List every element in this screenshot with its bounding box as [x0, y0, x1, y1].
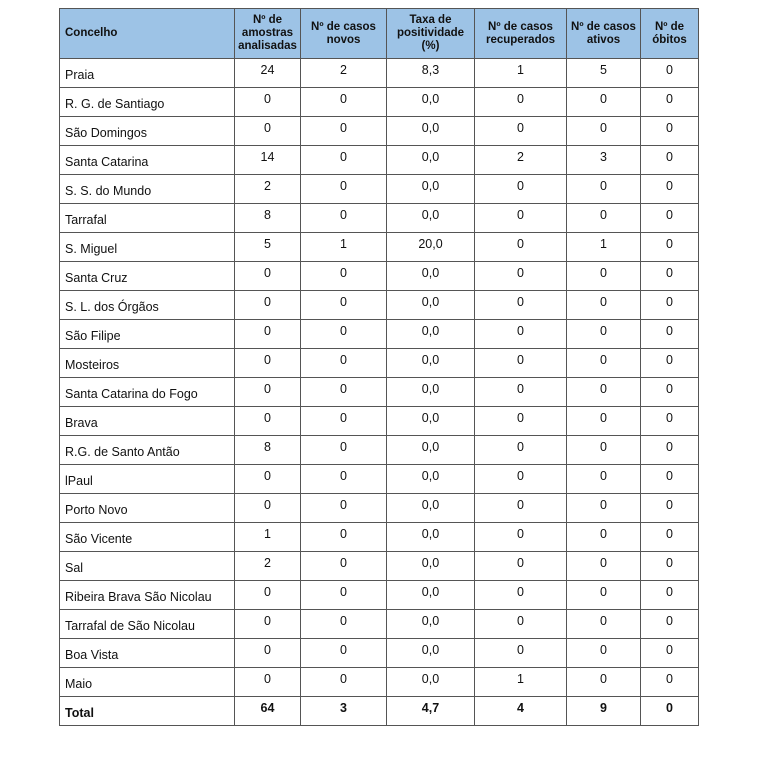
value-cell: 0,0 — [387, 262, 475, 291]
value-cell: 0 — [567, 262, 641, 291]
value-cell: 0 — [641, 668, 699, 697]
value-cell: 0,0 — [387, 407, 475, 436]
value-cell: 0 — [301, 407, 387, 436]
value-cell: 24 — [235, 59, 301, 88]
value-cell: 0,0 — [387, 320, 475, 349]
value-cell: 0 — [235, 88, 301, 117]
value-cell: 0 — [641, 204, 699, 233]
value-cell: 0 — [641, 436, 699, 465]
table-row — [60, 610, 699, 639]
table-row — [60, 146, 699, 175]
value-cell: 0,0 — [387, 146, 475, 175]
value-cell: 0 — [641, 378, 699, 407]
municipality-cell: São Vicente — [60, 523, 235, 552]
value-cell: 0 — [641, 88, 699, 117]
value-cell: 0 — [301, 552, 387, 581]
value-cell: 0,0 — [387, 639, 475, 668]
value-cell: 2 — [475, 146, 567, 175]
table-row — [60, 465, 699, 494]
table-row — [60, 291, 699, 320]
value-cell: 0,0 — [387, 552, 475, 581]
municipality-cell: Sal — [60, 552, 235, 581]
municipality-cell: Praia — [60, 59, 235, 88]
value-cell: 0 — [475, 233, 567, 262]
value-cell: 1 — [475, 668, 567, 697]
value-cell: 64 — [235, 697, 301, 726]
value-cell: 0 — [475, 639, 567, 668]
table-row — [60, 233, 699, 262]
value-cell: 0 — [235, 349, 301, 378]
value-cell: 0 — [475, 175, 567, 204]
municipality-cell: lPaul — [60, 465, 235, 494]
municipality-cell: Ribeira Brava São Nicolau — [60, 581, 235, 610]
value-cell: 1 — [235, 523, 301, 552]
municipality-cell: São Filipe — [60, 320, 235, 349]
value-cell: 0 — [641, 610, 699, 639]
table-row — [60, 204, 699, 233]
value-cell: 0 — [641, 262, 699, 291]
value-cell: 0 — [301, 436, 387, 465]
value-cell: 0,0 — [387, 175, 475, 204]
value-cell: 0 — [641, 552, 699, 581]
table-row — [60, 407, 699, 436]
value-cell: 0 — [475, 610, 567, 639]
table-row — [60, 639, 699, 668]
value-cell: 0 — [567, 581, 641, 610]
value-cell: 0 — [475, 262, 567, 291]
value-cell: 2 — [235, 552, 301, 581]
value-cell: 0 — [235, 291, 301, 320]
value-cell: 20,0 — [387, 233, 475, 262]
value-cell: 0 — [235, 494, 301, 523]
value-cell: 0 — [475, 494, 567, 523]
table-row — [60, 552, 699, 581]
value-cell: 0 — [301, 175, 387, 204]
value-cell: 0 — [235, 320, 301, 349]
value-cell: 0 — [475, 320, 567, 349]
value-cell: 0 — [475, 436, 567, 465]
value-cell: 0 — [475, 204, 567, 233]
value-cell: 0 — [475, 581, 567, 610]
value-cell: 0 — [475, 88, 567, 117]
table-row — [60, 378, 699, 407]
value-cell: 0,0 — [387, 204, 475, 233]
value-cell: 0 — [567, 610, 641, 639]
value-cell: 0,0 — [387, 610, 475, 639]
value-cell: 0 — [235, 610, 301, 639]
municipality-cell: Brava — [60, 407, 235, 436]
value-cell: 0 — [301, 291, 387, 320]
value-cell: 0,0 — [387, 523, 475, 552]
value-cell: 0,0 — [387, 349, 475, 378]
table-row — [60, 523, 699, 552]
table-row — [60, 175, 699, 204]
value-cell: 0 — [475, 552, 567, 581]
value-cell: 0 — [301, 117, 387, 146]
value-cell: 0 — [301, 523, 387, 552]
table-row — [60, 494, 699, 523]
value-cell: 0 — [301, 494, 387, 523]
value-cell: 0 — [641, 407, 699, 436]
value-cell: 1 — [301, 233, 387, 262]
value-cell: 0 — [301, 378, 387, 407]
value-cell: 0 — [641, 117, 699, 146]
value-cell: 0 — [641, 581, 699, 610]
column-header: Nº de casos novos — [301, 9, 387, 59]
column-header: Nº de amostras analisadas — [235, 9, 301, 59]
value-cell: 0 — [301, 320, 387, 349]
table-row — [60, 117, 699, 146]
value-cell: 0 — [475, 378, 567, 407]
value-cell: 0 — [475, 349, 567, 378]
value-cell: 0,0 — [387, 465, 475, 494]
value-cell: 8 — [235, 204, 301, 233]
value-cell: 1 — [567, 233, 641, 262]
value-cell: 0,0 — [387, 494, 475, 523]
value-cell: 0 — [235, 465, 301, 494]
value-cell: 0,0 — [387, 378, 475, 407]
municipality-cell: Boa Vista — [60, 639, 235, 668]
value-cell: 1 — [475, 59, 567, 88]
value-cell: 0 — [567, 668, 641, 697]
value-cell: 0 — [641, 233, 699, 262]
municipality-cell: R. G. de Santiago — [60, 88, 235, 117]
value-cell: 0 — [641, 639, 699, 668]
table-row — [60, 262, 699, 291]
municipality-cell: S. S. do Mundo — [60, 175, 235, 204]
value-cell: 0 — [301, 204, 387, 233]
value-cell: 0 — [475, 117, 567, 146]
value-cell: 0 — [301, 610, 387, 639]
table-row — [60, 59, 699, 88]
value-cell: 0 — [641, 465, 699, 494]
value-cell: 3 — [567, 146, 641, 175]
value-cell: 0 — [641, 175, 699, 204]
value-cell: 0 — [567, 320, 641, 349]
value-cell: 0 — [567, 436, 641, 465]
value-cell: 0,0 — [387, 668, 475, 697]
value-cell: 0 — [641, 320, 699, 349]
value-cell: 5 — [235, 233, 301, 262]
municipality-cell: Mosteiros — [60, 349, 235, 378]
value-cell: 0 — [567, 465, 641, 494]
value-cell: 0 — [301, 668, 387, 697]
value-cell: 0 — [641, 523, 699, 552]
value-cell: 0 — [641, 697, 699, 726]
value-cell: 0 — [475, 523, 567, 552]
value-cell: 0 — [301, 262, 387, 291]
municipality-cell: Maio — [60, 668, 235, 697]
value-cell: 0 — [301, 465, 387, 494]
value-cell: 0 — [235, 668, 301, 697]
value-cell: 2 — [301, 59, 387, 88]
value-cell: 0 — [301, 639, 387, 668]
value-cell: 0 — [641, 291, 699, 320]
column-header: Taxa de positividade (%) — [387, 9, 475, 59]
value-cell: 0,0 — [387, 88, 475, 117]
value-cell: 0 — [235, 378, 301, 407]
municipality-cell: S. L. dos Órgãos — [60, 291, 235, 320]
table-row — [60, 668, 699, 697]
municipality-cell: Tarrafal — [60, 204, 235, 233]
value-cell: 0 — [235, 262, 301, 291]
value-cell: 0 — [567, 175, 641, 204]
value-cell: 0 — [567, 639, 641, 668]
value-cell: 0 — [567, 88, 641, 117]
value-cell: 5 — [567, 59, 641, 88]
value-cell: 0 — [301, 349, 387, 378]
value-cell: 0,0 — [387, 291, 475, 320]
table-row — [60, 436, 699, 465]
municipality-cell: S. Miguel — [60, 233, 235, 262]
value-cell: 3 — [301, 697, 387, 726]
covid-cases-table — [59, 8, 699, 726]
municipality-cell: Santa Catarina — [60, 146, 235, 175]
table-row — [60, 581, 699, 610]
value-cell: 0 — [567, 378, 641, 407]
value-cell: 0 — [475, 407, 567, 436]
column-header: Nº de óbitos — [641, 9, 699, 59]
municipality-cell: Santa Cruz — [60, 262, 235, 291]
value-cell: 0 — [301, 581, 387, 610]
value-cell: 0,0 — [387, 581, 475, 610]
value-cell: 0 — [235, 117, 301, 146]
value-cell: 8,3 — [387, 59, 475, 88]
municipality-cell: Porto Novo — [60, 494, 235, 523]
value-cell: 0 — [567, 494, 641, 523]
value-cell: 4,7 — [387, 697, 475, 726]
value-cell: 14 — [235, 146, 301, 175]
value-cell: 4 — [475, 697, 567, 726]
value-cell: 0 — [235, 407, 301, 436]
header-row — [60, 9, 699, 59]
value-cell: 0 — [641, 349, 699, 378]
value-cell: 2 — [235, 175, 301, 204]
municipality-cell: Total — [60, 697, 235, 726]
value-cell: 0 — [301, 88, 387, 117]
value-cell: 0 — [567, 117, 641, 146]
value-cell: 0 — [235, 581, 301, 610]
value-cell: 0 — [567, 204, 641, 233]
value-cell: 0 — [567, 523, 641, 552]
table-row — [60, 88, 699, 117]
municipality-cell: Tarrafal de São Nicolau — [60, 610, 235, 639]
municipality-cell: Santa Catarina do Fogo — [60, 378, 235, 407]
value-cell: 9 — [567, 697, 641, 726]
value-cell: 0,0 — [387, 436, 475, 465]
column-header: Concelho — [60, 9, 235, 59]
value-cell: 0 — [475, 291, 567, 320]
table-row — [60, 320, 699, 349]
value-cell: 0 — [235, 639, 301, 668]
value-cell: 0 — [567, 349, 641, 378]
municipality-cell: R.G. de Santo Antão — [60, 436, 235, 465]
total-row — [60, 697, 699, 726]
value-cell: 0 — [641, 494, 699, 523]
column-header: Nº de casos recuperados — [475, 9, 567, 59]
value-cell: 8 — [235, 436, 301, 465]
table-row — [60, 349, 699, 378]
value-cell: 0,0 — [387, 117, 475, 146]
value-cell: 0 — [567, 291, 641, 320]
value-cell: 0 — [641, 59, 699, 88]
value-cell: 0 — [641, 146, 699, 175]
value-cell: 0 — [301, 146, 387, 175]
column-header: Nº de casos ativos — [567, 9, 641, 59]
municipality-cell: São Domingos — [60, 117, 235, 146]
value-cell: 0 — [567, 552, 641, 581]
value-cell: 0 — [475, 465, 567, 494]
value-cell: 0 — [567, 407, 641, 436]
